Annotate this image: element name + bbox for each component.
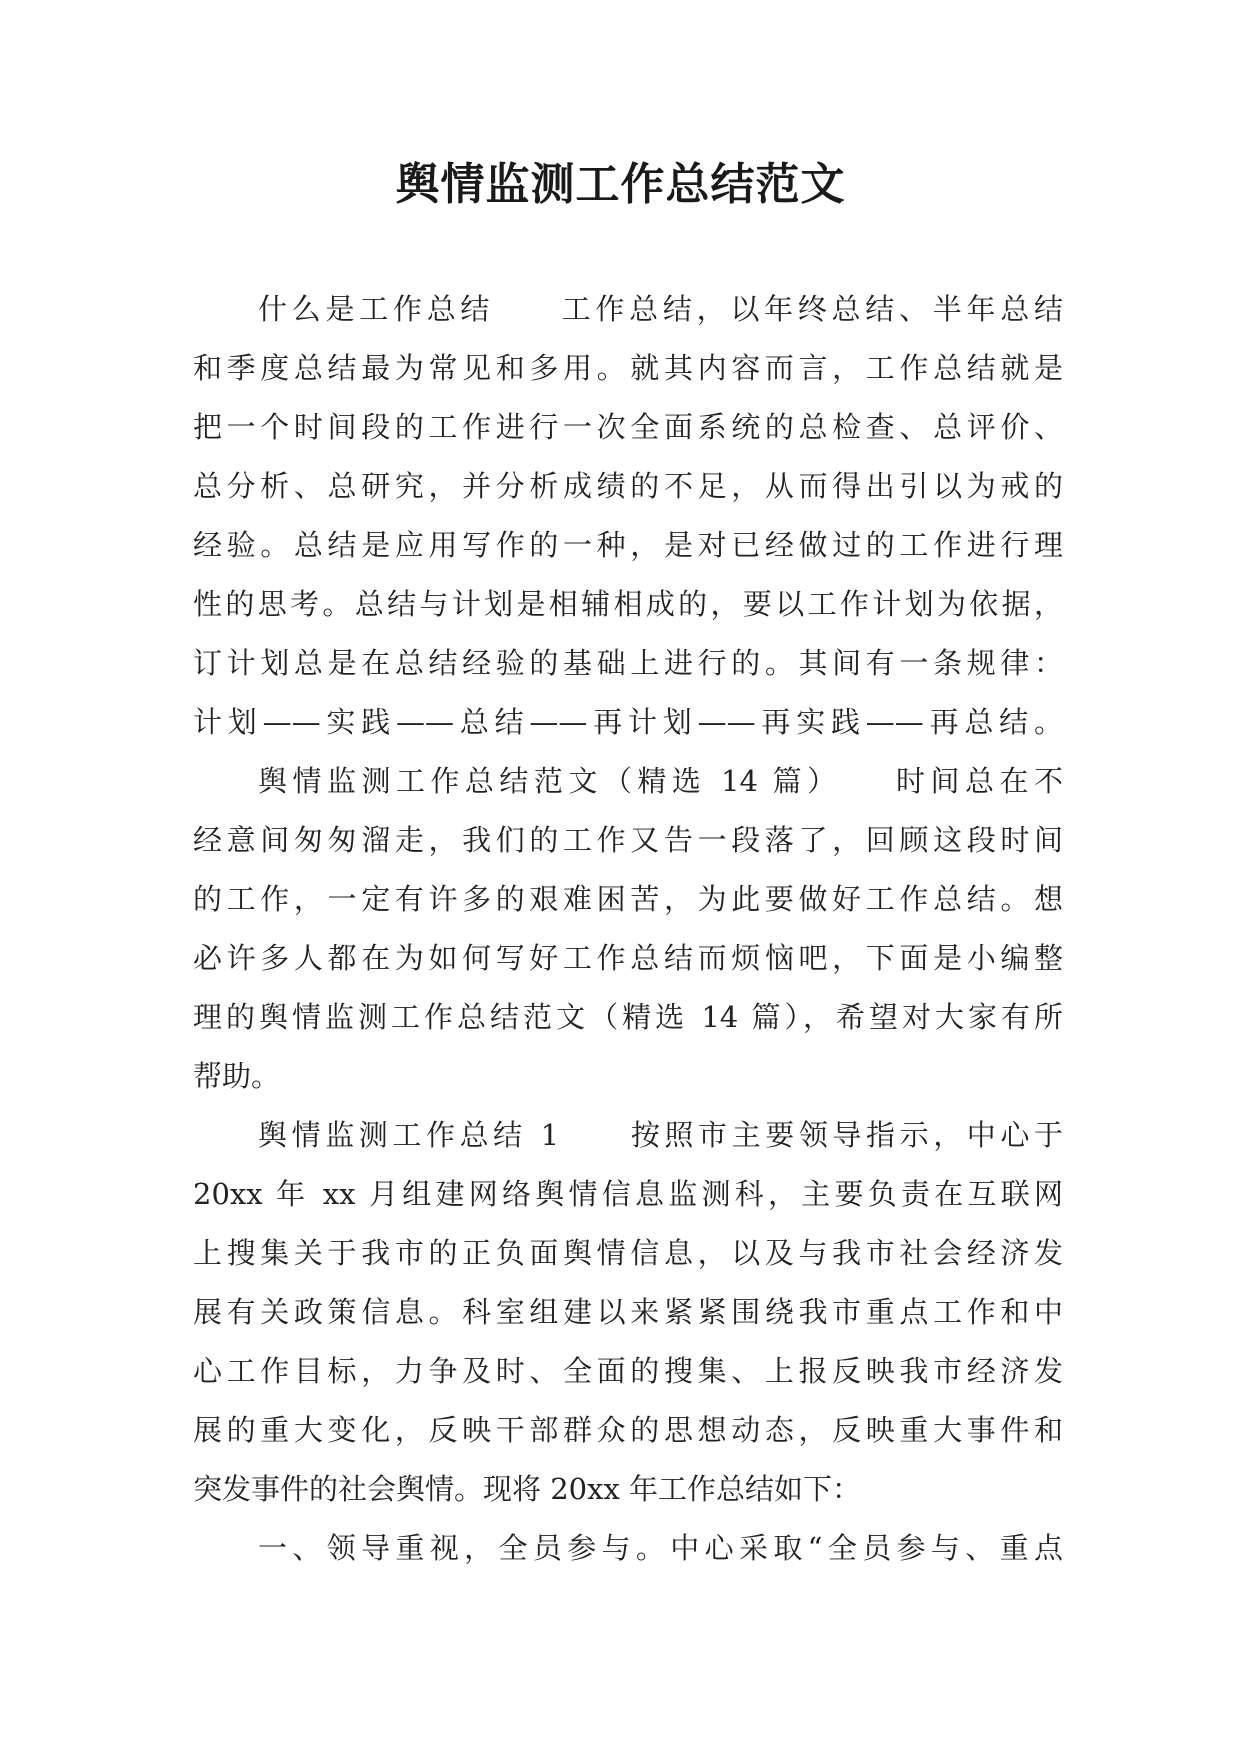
text-line: 计划——实践——总结——再计划——再实践——再总结。 [193,705,1063,739]
text-line: 必许多人都在为如何写好工作总结而烦恼吧，下面是小编整 [193,941,1063,975]
document-title: 舆情监测工作总结范文 [395,159,846,210]
text-line: 什么是工作总结 工作总结，以年终总结、半年总结 [258,292,1063,326]
text-line: 一、领导重视，全员参与。中心采取“全员参与、重点 [258,1531,1063,1565]
text-line: 心工作目标，力争及时、全面的搜集、上报反映我市经济发 [193,1354,1063,1388]
text-line: 20xx 年 xx 月组建网络舆情信息监测科，主要负责在互联网 [193,1177,1063,1211]
text-line: 舆情监测工作总结范文（精选 14 篇） 时间总在不 [258,764,1063,798]
text-line: 总分析、总研究，并分析成绩的不足，从而得出引以为戒的 [193,469,1063,503]
text-line: 理的舆情监测工作总结范文（精选 14 篇），希望对大家有所 [193,1000,1063,1034]
text-line: 把一个时间段的工作进行一次全面系统的总检查、总评价、 [193,410,1063,444]
text-line: 订计划总是在总结经验的基础上进行的。其间有一条规律： [193,646,1063,680]
text-line: 和季度总结最为常见和多用。就其内容而言，工作总结就是 [193,351,1063,385]
text-line: 上搜集关于我市的正负面舆情信息，以及与我市社会经济发 [193,1236,1063,1270]
document-body [193,280,1063,1578]
text-line: 经验。总结是应用写作的一种，是对已经做过的工作进行理 [193,528,1063,562]
text-line: 舆情监测工作总结 1 按照市主要领导指示，中心于 [258,1118,1063,1152]
text-line: 经意间匆匆溜走，我们的工作又告一段落了，回顾这段时间 [193,823,1063,857]
text-line: 的工作，一定有许多的艰难困苦，为此要做好工作总结。想 [193,882,1063,916]
text-line: 展的重大变化，反映干部群众的思想动态，反映重大事件和 [193,1413,1063,1447]
text-line: 帮助。 [193,1059,281,1093]
text-line: 突发事件的社会舆情。现将 20xx 年工作总结如下： [193,1472,862,1506]
text-line: 性的思考。总结与计划是相辅相成的，要以工作计划为依据， [193,587,1063,621]
text-line: 展有关政策信息。科室组建以来紧紧围绕我市重点工作和中 [193,1295,1063,1329]
